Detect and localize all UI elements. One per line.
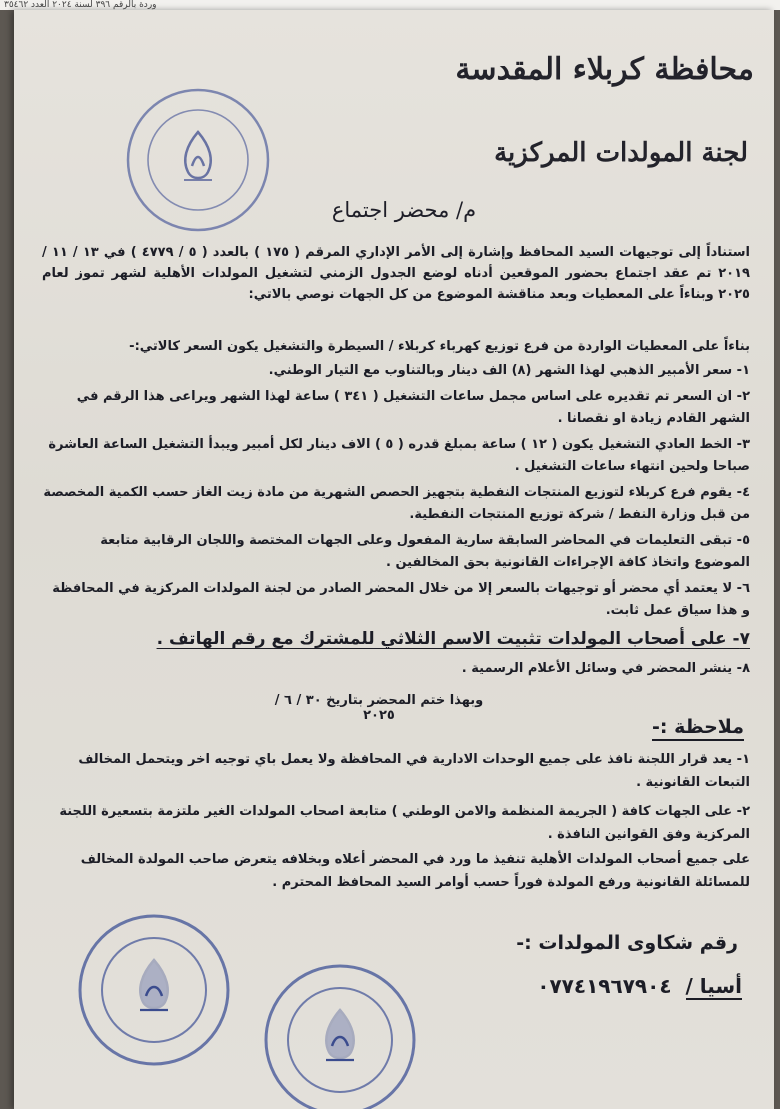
top-strip-text: وردة بالرقم ٣٩٦ لسنة ٢٠٢٤ العدد ٣٥٤٦٢	[4, 0, 157, 10]
complaints-label: رقم شكاوى المولدات :-	[516, 932, 738, 954]
note-item: ٢- على الجهات كافة ( الجريمة المنظمة والامن الوطني ) متابعة اصحاب المولدات الغير ملتزمة بتسعيرة اللجنة المركزية وفق القوانين النافذة .	[59, 804, 750, 842]
list-item: ٤- يقوم فرع كربلاء لتوزيع المنتجات النفطية بتجهيز الحصص الشهرية من مادة زيت الغاز حسب الكمية المخصصة من قبل وزارة النفط / شركة توزيع المنتجات النفطية.	[43, 485, 750, 522]
warning-paragraph: على جميع أصحاب المولدات الأهلية تنفيذ ما ورد في المحضر أعلاه وبخلافه يتعرض صاحب المولدة المخالف للمسائلة القانونية ورفع المولدة فوراً حسب أوامر السيد المحافظ المحترم .	[80, 852, 750, 890]
list-item: ٨- ينشر المحضر في وسائل الأعلام الرسمية .	[461, 661, 750, 676]
committee-heading: لجنة المولدات المركزية	[494, 138, 748, 168]
official-stamp-bottom-right	[260, 960, 420, 1109]
complaints-contact	[537, 974, 742, 1000]
list-item: ٢- ان السعر تم تقديره على اساس مجمل ساعات التشغيل ( ٣٤١ ) ساعة لهذا الشهر ويراعى هذا الرقم في الشهر القادم زيادة او نقصانا .	[76, 389, 750, 426]
closing-date-line: وبهذا ختم المحضر بتاريخ ٣٠ / ٦ /٢٠٢٥	[274, 693, 484, 723]
notes-heading: ملاحظة :-	[652, 716, 744, 741]
list-item: ٣- الخط العادي التشغيل يكون ( ١٢ ) ساعة بمبلغ قدره ( ٥ ) الاف دينار لكل أمبير ويبدأ التشغيل الساعة العاشرة صباحا ولحين انتهاء ساعات التشغيل .	[48, 437, 750, 474]
list-item: ٦- لا يعتمد أي محضر أو توجيهات بالسعر إلا من خلال المحضر الصادر من لجنة المولدات المركزية في المحافظة و هذا سياق عمل ثابت.	[52, 581, 750, 618]
official-stamp-top	[122, 84, 274, 236]
decision-list	[40, 360, 750, 684]
official-stamp-bottom-left	[74, 910, 234, 1070]
list-item-highlighted: ٧- على أصحاب المولدات تثبيت الاسم الثلاثي للمشترك مع رقم الهاتف .	[156, 629, 750, 649]
intro-paragraph: استناداً إلى توجيهات السيد المحافظ وإشارة إلى الأمر الإداري المرقم ( ١٧٥ ) بالعدد ( ٥ / ٤٧٧٩ ) في ١٣ / ١١ / ٢٠١٩ تم عقد اجتماع بحضور الموقعين أدناه لوضع الجدول الزمني لتشغيل المولدات الأهلية لشهر تموز لعام ٢٠٢٥ وبناءاً على المعطيات وبعد مناقشة الموضوع من كل الجهات نوصي بالاتي:	[42, 245, 750, 302]
contact-name: أسيا /	[685, 974, 742, 998]
minutes-title: م/ محضر اجتماع	[331, 198, 477, 222]
document-sheet	[14, 10, 774, 1109]
note-item: ١- يعد قرار اللجنة نافذ على جميع الوحدات الادارية في المحافظة ولا يعمل باي توجيه اخر ويتحمل المخالف التبعات القانونية .	[78, 752, 750, 790]
top-strip	[0, 0, 780, 10]
basis-paragraph: بناءاً على المعطيات الواردة من فرع توزيع كهرباء كربلاء / السيطرة والتشغيل يكون السعر كالاتي:-	[129, 339, 750, 354]
notes-list	[38, 748, 750, 852]
list-item: ٥- تبقى التعليمات في المحاضر السابقة سارية المفعول وعلى الجهات المختصة واللجان الرقابية متابعة الموضوع واتخاذ كافة الإجراءات القانونية بحق المخالفين .	[100, 533, 750, 570]
list-item: ١- سعر الأمبير الذهبي لهذا الشهر (٨) الف دينار وبالتناوب مع التيار الوطني.	[268, 363, 750, 378]
governorate-heading: محافظة كربلاء المقدسة	[455, 52, 754, 87]
phone-number: ٠٧٧٤١٩٦٧٩٠٤	[537, 974, 672, 998]
